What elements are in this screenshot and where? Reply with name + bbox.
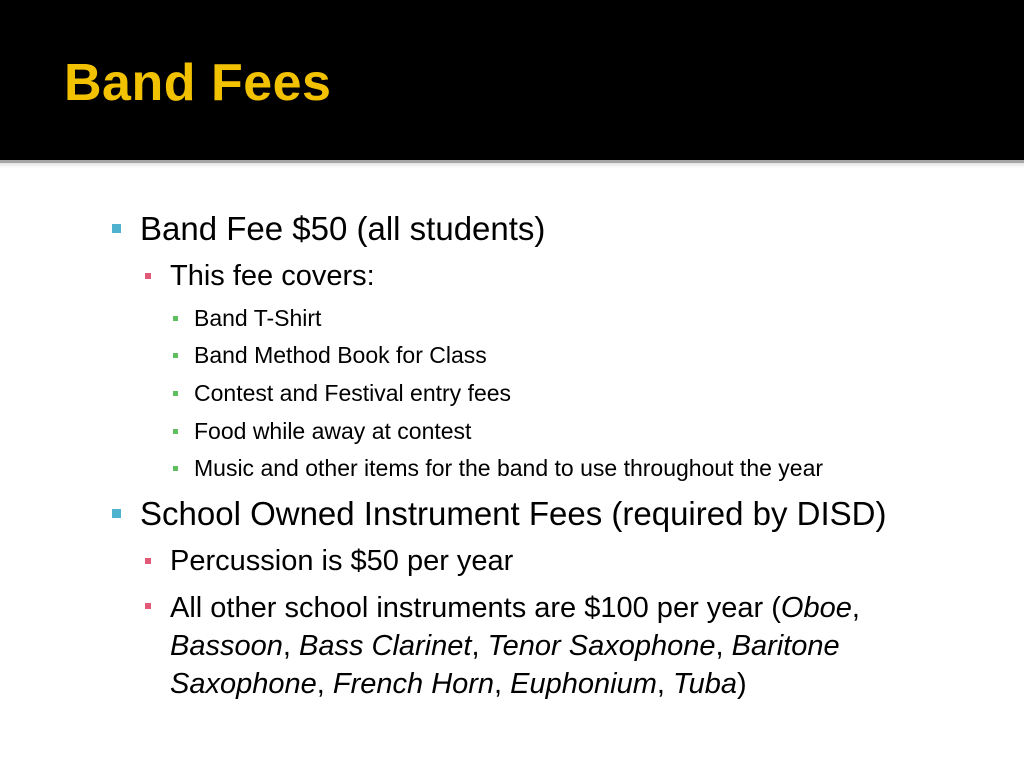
bullet-text: Band Fee $50 (all students) <box>140 210 546 247</box>
instrument-name: French Horn <box>332 668 495 700</box>
other-prefix: All other school instruments are $100 per year ( <box>170 592 781 624</box>
bullet-marker <box>173 391 178 396</box>
bullet-text: This fee covers: <box>170 260 375 292</box>
bullet-marker <box>173 466 178 471</box>
bullet-marker <box>145 558 151 564</box>
bullet-band-fee <box>140 210 545 248</box>
instrument-name: Bassoon <box>170 630 283 662</box>
bullet-fee-covers <box>170 260 375 293</box>
bullet-text: Band T-Shirt <box>194 305 322 331</box>
bullet-text: All other school instruments are $100 per year (Oboe, Bassoon, Bass Clarinet, Tenor Saxophone, Baritone Saxophone, French Horn, Euphonium, Tuba) <box>170 592 860 700</box>
instrument-name: Oboe <box>780 592 852 624</box>
instrument-name: Tenor Saxophone <box>487 630 716 662</box>
instrument-name: Tuba <box>673 668 737 700</box>
bullet-text: Food while away at contest <box>194 418 472 444</box>
slide-title: Band Fees <box>64 54 332 112</box>
bullet-marker <box>145 603 151 609</box>
bullet-covers-item <box>194 418 471 445</box>
bullet-marker <box>173 353 178 358</box>
bullet-text: Percussion is $50 per year <box>170 545 514 577</box>
bullet-instrument-fees <box>140 495 886 533</box>
instrument-name: Bass Clarinet <box>298 630 472 662</box>
bullet-covers-item <box>194 380 511 407</box>
instrument-name: Euphonium <box>510 668 657 700</box>
bullet-text: Music and other items for the band to use throughout the year <box>194 455 824 481</box>
bullet-covers-item <box>194 455 823 482</box>
bullet-other-instruments <box>170 589 970 703</box>
bullet-text: Contest and Festival entry fees <box>194 380 512 406</box>
bullet-percussion <box>170 545 513 578</box>
bullet-covers-item <box>194 342 487 369</box>
instrument-name: Baritone Saxophone <box>170 630 840 700</box>
bullet-text: Band Method Book for Class <box>194 342 487 368</box>
bullet-marker <box>145 273 151 279</box>
bullet-marker <box>173 316 178 321</box>
bullet-marker <box>112 509 121 518</box>
other-suffix: ) <box>736 668 747 700</box>
bullet-marker <box>173 429 178 434</box>
bullet-text: School Owned Instrument Fees (required by DISD) <box>140 495 887 532</box>
bullet-marker <box>112 224 121 233</box>
bullet-covers-item <box>194 305 321 332</box>
